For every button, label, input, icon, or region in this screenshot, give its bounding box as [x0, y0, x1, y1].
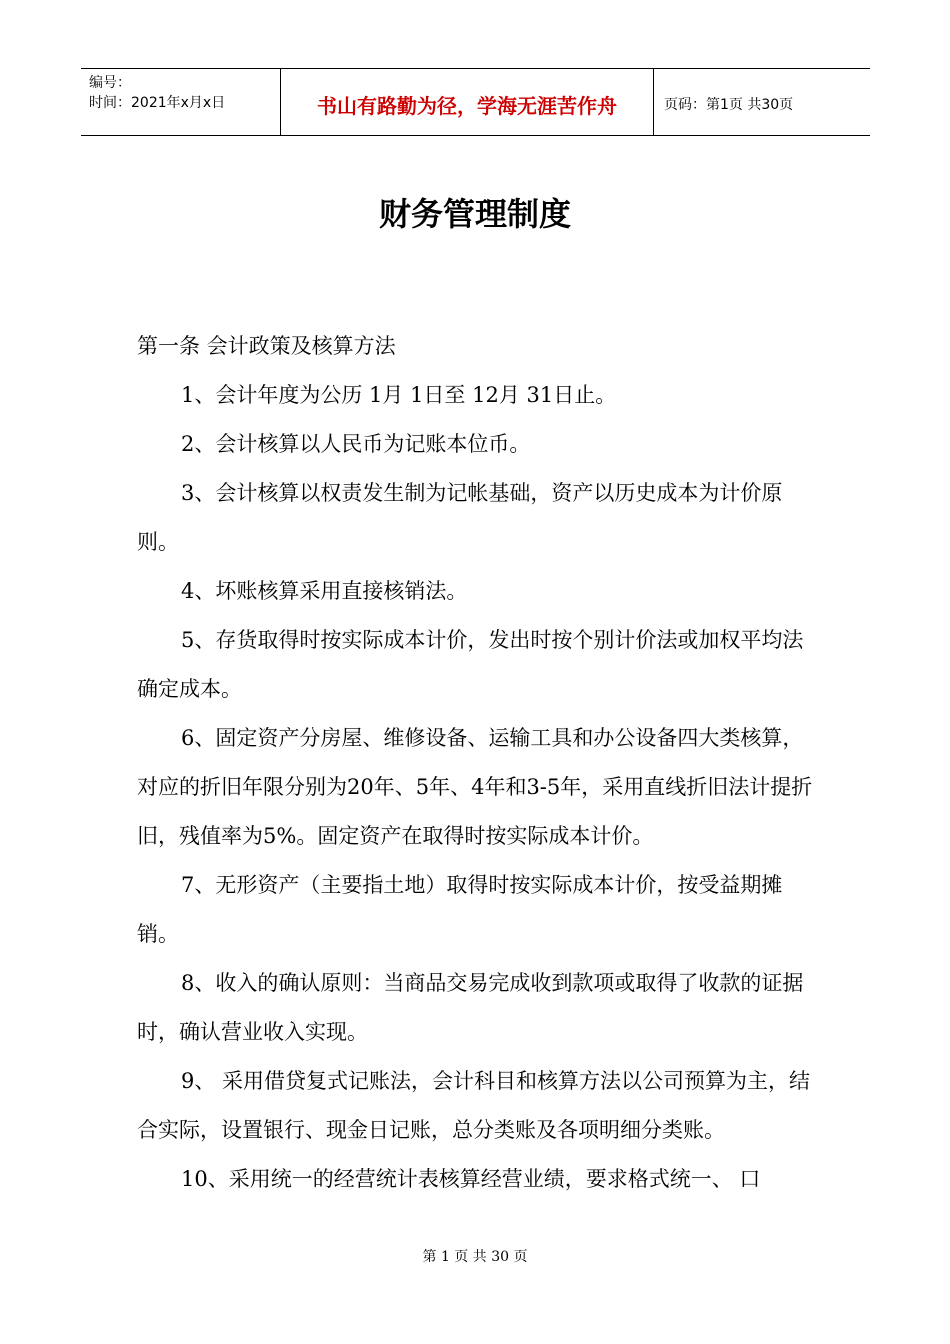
paragraph-9: 9、 采用借贷复式记账法，会计科目和核算方法以公司预算为主，结合实际，设置银行、现金日记账，总分类账及各项明细分类账。 [137, 1069, 811, 1142]
paragraph-8: 8、收入的确认原则：当商品交易完成收到款项或取得了收款的证据时，确认营业收入实现。 [137, 971, 804, 1044]
paragraph-10: 10、采用统一的经营统计表核算经营业绩，要求格式统一、 口 [181, 1167, 761, 1191]
document-body [137, 322, 817, 1204]
paragraph-7: 7、无形资产（主要指土地）取得时按实际成本计价，按受益期摊销。 [137, 873, 783, 946]
header-meta-cell [81, 69, 281, 135]
paragraph-3: 3、会计核算以权责发生制为记帐基础，资产以历史成本为计价原则。 [137, 481, 783, 554]
header-table [81, 68, 870, 136]
paragraph-4: 4、坏账核算采用直接核销法。 [181, 579, 468, 603]
paragraph-5: 5、存货取得时按实际成本计价，发出时按个别计价法或加权平均法确定成本。 [137, 628, 804, 701]
header-motto: 书山有路勤为径，学海无涯苦作舟 [281, 69, 654, 135]
paragraph-6: 6、固定资产分房屋、维修设备、运输工具和办公设备四大类核算，对应的折旧年限分别为20年、5年、4年和3-5年，采用直线折旧法计提折旧，残值率为5%。固定资产在取得时按实际成本计价。 [137, 726, 813, 848]
paragraph-2: 2、会计核算以人民币为记账本位币。 [181, 432, 531, 456]
document-time-label: 时间：2021年x月x日 [89, 95, 226, 111]
article-heading: 第一条 会计政策及核算方法 [137, 334, 396, 358]
header-page-info: 页码：第1页 共30页 [664, 97, 794, 113]
document-title: 财务管理制度 [378, 195, 571, 233]
document-number-label: 编号： [89, 75, 131, 91]
page-footer: 第 1 页 共 30 页 [422, 1249, 528, 1265]
paragraph-1: 1、会计年度为公历 1月 1日至 12月 31日止。 [181, 383, 617, 407]
